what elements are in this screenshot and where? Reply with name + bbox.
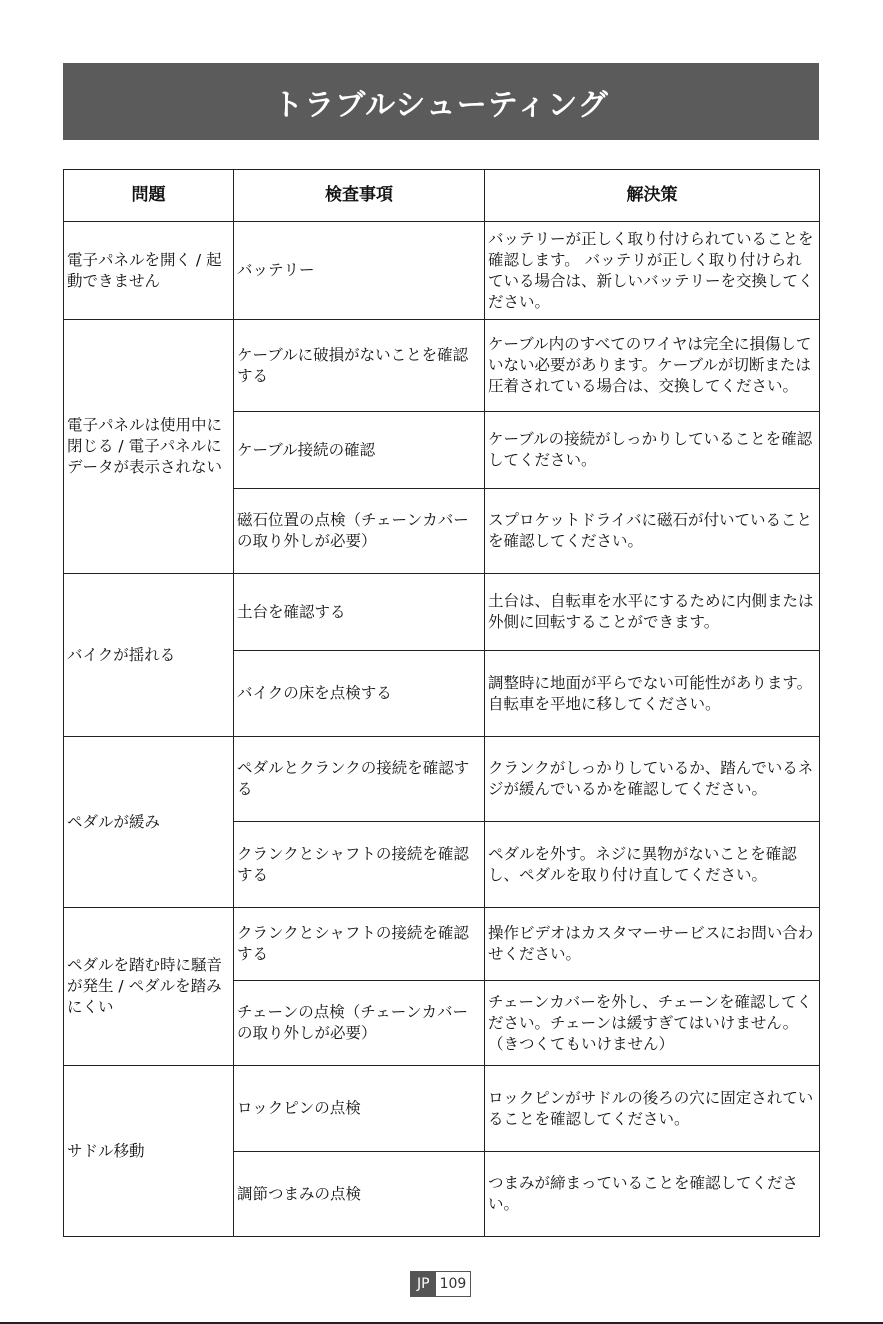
- problem-cell: ペダルが緩み: [64, 737, 234, 908]
- header-problem: 問題: [64, 170, 234, 222]
- solution-cell: 土台は、自転車を水平にするために内側または外側に回転することができます。: [485, 574, 820, 651]
- solution-cell: クランクがしっかりしているか、踏んでいるネジが緩んでいるかを確認してください。: [485, 737, 820, 822]
- problem-cell: バイクが揺れる: [64, 574, 234, 737]
- table-header-row: [64, 170, 820, 222]
- check-cell: 土台を確認する: [234, 574, 485, 651]
- check-cell: ペダルとクランクの接続を確認する: [234, 737, 485, 822]
- solution-cell: 調整時に地面が平らでない可能性があります。自転車を平地に移してください。: [485, 651, 820, 737]
- table-row: [64, 320, 820, 412]
- solution-cell: つまみが締まっていることを確認してください。: [485, 1152, 820, 1237]
- check-cell: ロックピンの点検: [234, 1066, 485, 1152]
- table-row: [64, 1066, 820, 1152]
- solution-cell: バッテリーが正しく取り付けられていることを確認します。 バッテリが正しく取り付けられている場合は、新しいバッテリーを交換してください。: [485, 222, 820, 320]
- header-solution: 解決策: [485, 170, 820, 222]
- check-cell: クランクとシャフトの接続を確認する: [234, 822, 485, 908]
- solution-cell: スプロケットドライバに磁石が付いていることを確認してください。: [485, 489, 820, 574]
- solution-cell: チェーンカバーを外し、チェーンを確認してください。チェーンは緩すぎてはいけません。（きつくてもいけません）: [485, 981, 820, 1066]
- solution-cell: ケーブル内のすべてのワイヤは完全に損傷していない必要があります。ケーブルが切断または圧着されている場合は、交換してください。: [485, 320, 820, 412]
- problem-cell: サドル移動: [64, 1066, 234, 1237]
- check-cell: ケーブルに破損がないことを確認する: [234, 320, 485, 412]
- solution-cell: 操作ビデオはカスタマーサービスにお問い合わせください。: [485, 908, 820, 981]
- header-check: 検査事項: [234, 170, 485, 222]
- check-cell: バッテリー: [234, 222, 485, 320]
- page-number-badge: [410, 1271, 471, 1297]
- troubleshooting-table: [63, 169, 820, 1237]
- table-row: [64, 737, 820, 822]
- check-cell: 調節つまみの点検: [234, 1152, 485, 1237]
- check-cell: ケーブル接続の確認: [234, 412, 485, 489]
- check-cell: バイクの床を点検する: [234, 651, 485, 737]
- problem-cell: ペダルを踏む時に騒音が発生 / ペダルを踏みにくい: [64, 908, 234, 1066]
- solution-cell: ケーブルの接続がしっかりしていることを確認してください。: [485, 412, 820, 489]
- page-title-banner: [63, 63, 819, 140]
- problem-cell: 電子パネルは使用中に閉じる / 電子パネルにデータが表示されない: [64, 320, 234, 574]
- table-row: [64, 574, 820, 651]
- page-number: 109: [436, 1272, 471, 1296]
- problem-cell: 電子パネルを開く / 起動できません: [64, 222, 234, 320]
- table-row: [64, 222, 820, 320]
- check-cell: クランクとシャフトの接続を確認する: [234, 908, 485, 981]
- check-cell: 磁石位置の点検（チェーンカバーの取り外しが必要）: [234, 489, 485, 574]
- solution-cell: ロックピンがサドルの後ろの穴に固定されていることを確認してください。: [485, 1066, 820, 1152]
- language-label: JP: [411, 1272, 436, 1296]
- page-title: トラブルシューティング: [273, 87, 609, 123]
- check-cell: チェーンの点検（チェーンカバーの取り外しが必要）: [234, 981, 485, 1066]
- solution-cell: ペダルを外す。ネジに異物がないことを確認し、ペダルを取り付け直してください。: [485, 822, 820, 908]
- table-row: [64, 908, 820, 981]
